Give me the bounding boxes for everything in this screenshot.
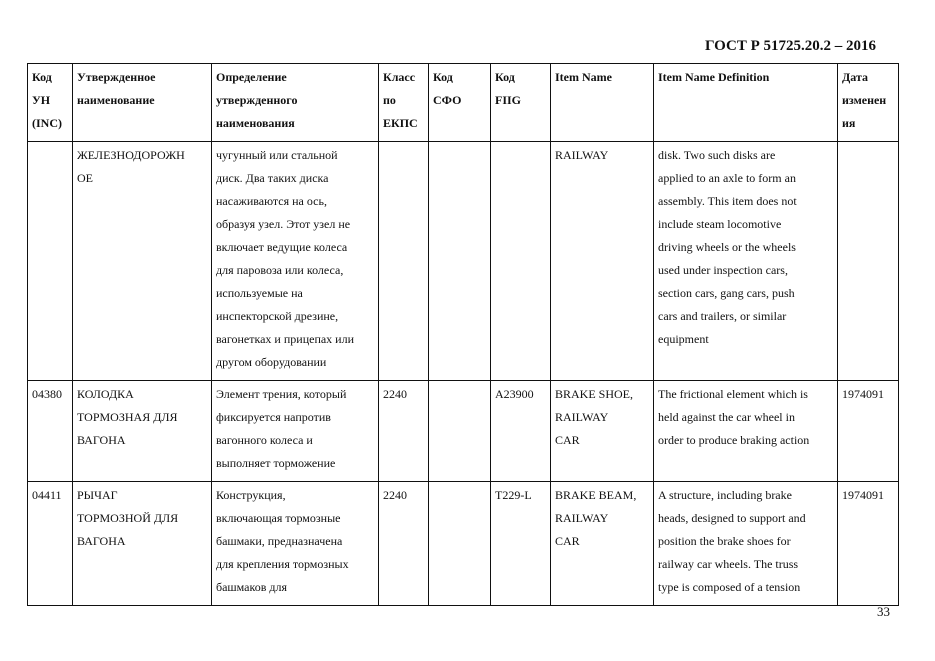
table-row [28,142,899,381]
cell-fiig: T229-L [491,482,551,606]
table-header-row [28,64,899,142]
table-row [28,482,899,606]
cell-sfo [429,482,491,606]
cell-change-date: 1974091 [838,482,899,606]
cell-change-date: 1974091 [838,381,899,482]
cell-definition: Элемент трения, который фиксируется напротив вагонного колеса и выполняет торможение [212,381,379,482]
cell-definition: чугунный или стальной диск. Два таких диска насаживаются на ось, образуя узел. Этот узел не включает ведущие колеса для паровоза или колеса, используемые на инспекторской дрезине, вагонетках и прицепах или другом оборудовании [212,142,379,381]
cell-class: 2240 [379,482,429,606]
col-header-sfo: Код СФО [429,64,491,142]
cell-fiig: A23900 [491,381,551,482]
col-header-item-name: Item Name [551,64,654,142]
cell-sfo [429,142,491,381]
cell-code: 04411 [28,482,73,606]
cell-class [379,142,429,381]
col-header-fiig: Код FIIG [491,64,551,142]
cell-definition: Конструкция, включающая тормозные башмаки, предназначена для крепления тормозных башмаков для [212,482,379,606]
cell-sfo [429,381,491,482]
cell-item-name: BRAKE BEAM, RAILWAY CAR [551,482,654,606]
col-header-definition: Определение утвержденного наименования [212,64,379,142]
cell-class: 2240 [379,381,429,482]
cell-item-definition: The frictional element which is held against the car wheel in order to produce braking action [654,381,838,482]
cell-item-definition: A structure, including brake heads, designed to support and position the brake shoes for railway car wheels. The truss type is composed of a tension [654,482,838,606]
cell-approved-name: КОЛОДКА ТОРМОЗНАЯ ДЛЯ ВАГОНА [73,381,212,482]
cell-item-definition: disk. Two such disks are applied to an axle to form an assembly. This item does not include steam locomotive driving wheels or the wheels used under inspection cars, section cars, gang cars, push cars and trailers, or similar equipment [654,142,838,381]
page-number: 33 [877,604,890,619]
document-standard-header: ГОСТ Р 51725.20.2 – 2016 [705,38,877,54]
col-header-approved-name: Утвержденное наименование [73,64,212,142]
cell-item-name: RAILWAY [551,142,654,381]
col-header-change-date: Дата изменен ия [838,64,899,142]
items-table [27,63,899,606]
cell-item-name: BRAKE SHOE, RAILWAY CAR [551,381,654,482]
cell-approved-name: РЫЧАГ ТОРМОЗНОЙ ДЛЯ ВАГОНА [73,482,212,606]
cell-fiig [491,142,551,381]
table-row [28,381,899,482]
cell-code: 04380 [28,381,73,482]
col-header-code: Код УН (INC) [28,64,73,142]
cell-change-date [838,142,899,381]
col-header-item-definition: Item Name Definition [654,64,838,142]
cell-approved-name: ЖЕЛЕЗНОДОРОЖН ОЕ [73,142,212,381]
col-header-class: Класс по ЕКПС [379,64,429,142]
cell-code [28,142,73,381]
